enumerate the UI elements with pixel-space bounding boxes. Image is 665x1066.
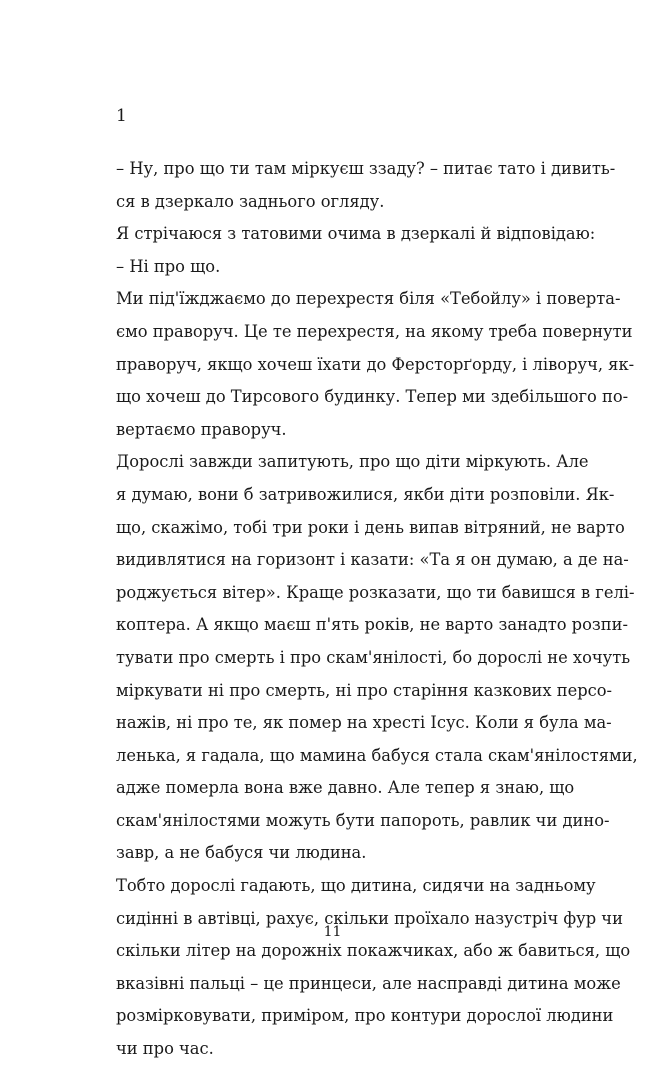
text-line: Я стрічаюся з татовими очима в дзеркалі й відповідаю: [116,224,596,244]
text-line: ленька, я гадала, що мамина бабуся стала скам'янілостями, [116,745,638,765]
text-line: – Ні про що. [116,256,221,276]
text-line: скільки літер на дорожніх покажчиках, або ж бавиться, що [116,941,631,961]
text-line: чи про час. [116,1039,214,1059]
text-line: що, скажімо, тобі три роки і день випав вітряний, не варто [116,517,625,537]
text-line: завр, а не бабуся чи людина. [116,843,367,863]
text-line: видивлятися на горизонт і казати: «Та я он думаю, а де на- [116,550,629,570]
text-line: адже померла вона вже давно. Але тепер я знаю, що [116,778,575,798]
page-number: 11 [323,924,342,940]
text-line: я думаю, вони б затривожилися, якби діти розповіли. Як- [116,484,615,504]
text-line: Тобто дорослі гадають, що дитина, сидячи на задньому [116,876,596,896]
text-line: нажів, ні про те, як помер на хресті Ісус. Коли я була ма- [116,713,612,733]
chapter-number: 1 [116,106,127,126]
text-line: праворуч, якщо хочеш їхати до Ферсторґорду, і ліворуч, як- [116,354,635,374]
text-line: Дорослі завжди запитують, про що діти міркують. Але [116,452,589,472]
text-line: міркувати ні про смерть, ні про старіння казкових персо- [116,680,613,700]
text-line: вертаємо праворуч. [116,419,287,439]
text-line: що хочеш до Тирсового будинку. Тепер ми здебільшого по- [116,387,629,407]
text-line: Ми під'їжджаємо до перехрестя біля «Тебойлу» і поверта- [116,289,621,309]
text-line: тувати про смерть і про скам'янілості, бо дорослі не хочуть [116,647,631,667]
text-line: скам'янілостями можуть бути папороть, равлик чи дино- [116,810,610,830]
text-line: ся в дзеркало заднього огляду. [116,191,385,211]
text-line: роджується вітер». Краще розказати, що ти бавишся в гелі- [116,582,635,602]
text-line: вказівні пальці – це принцеси, але насправді дитина може [116,973,621,993]
text-line: коптера. А якщо маєш п'ять років, не варто занадто розпи- [116,615,628,635]
text-line: ємо праворуч. Це те перехрестя, на якому треба повернути [116,321,633,341]
text-line: – Ну, про що ти там міркуєш ззаду? – питає тато і дивить- [116,159,616,178]
text-line: сидінні в автівці, рахує, скільки проїхало назустріч фур чи [116,908,623,928]
text-line: розмірковувати, приміром, про контури дорослої людини [116,1006,614,1026]
